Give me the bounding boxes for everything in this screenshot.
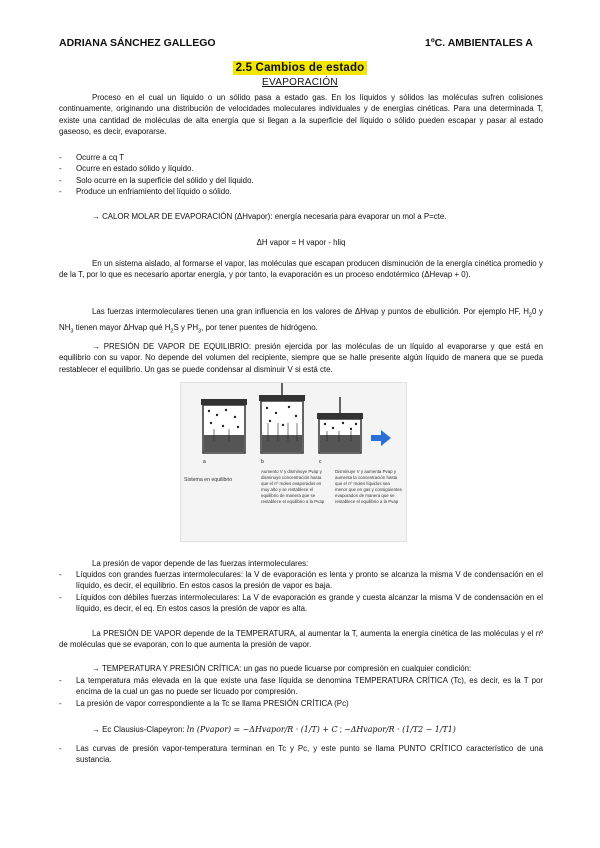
presion-equilibrio-paragraph: → PRESIÓN DE VAPOR DE EQUILIBRIO: presión ejercida por las moléculas de un líquido al evaporarse y que está en equilibrio con su vapor. No depende del volumen del recipiente, siempre que se halle presente algún líquido de manera que se pueda restablecer el equilibrio. Un gas se puede condensar al disminuir V si está cte. xyxy=(59,342,543,374)
aislado-paragraph: En un sistema aislado, al formarse el vapor, las moléculas que escapan producen disminución de la energía cinética promedio y de la T, por lo que es necesario aportar energía, y por tanto, la evaporación es un proceso endotérmico (ΔHevap + 0). xyxy=(59,259,543,280)
container-c xyxy=(317,397,363,453)
figure-caption-c: Disminuye V y aumenta Pvap y aumenta la concentración hasta que el nº moles líquidos sea menor que en gas y consiguientes evaporados de manera que se restablece el equilibrio a la Pvap xyxy=(335,469,402,504)
list-item: - Produce un enfriamiento del líquido o sólido. xyxy=(59,186,232,196)
list-item: - Ocurre en estado sólido y líquido. xyxy=(59,164,194,174)
fuerzas-bullets xyxy=(59,569,543,614)
list-item: - Ocurre a cq T xyxy=(59,153,125,162)
figure-caption-b: Aumento V y disminuye Pvap y disminuye concentración hasta que el nº moles evaporados es muy alto y se restablece el equilibrio de manera que se restablece el equilibrio a la Pvap xyxy=(261,469,325,504)
temperatura-paragraph: La PRESIÓN DE VAPOR depende de la TEMPERATURA, al aumentar la T, aumenta la energía cinética de las moléculas y el nº de moléculas que se evaporan, con lo que aumenta la presión de vapor. xyxy=(59,629,543,650)
list-item: - Las curvas de presión vapor-temperatura terminan en Tc y Pc, y este punto se llama PUNTO CRÍTICO característico de una sustancia. xyxy=(59,744,543,765)
fuerzas-paragraph: Las fuerzas intermoleculares tienen una gran influencia en los valores de ΔHvap y puntos de ebullición. Por ejemplo HF, $H_20$ y $NH_3$ tienen mayor ΔHvap qué $H_2S$ y $PH_3$, por tener puentes de hidrógeno. xyxy=(59,307,543,335)
list-item: - La temperatura más elevada en la que existe una fase líquida se denomina TEMPERATURA CRÍTICA (Tc), es decir, es la T por encima de la cual un gas no puede ser licuado por compresión. xyxy=(59,676,543,697)
figure-label-c: c xyxy=(319,459,322,465)
container-b xyxy=(259,383,305,453)
figure-label-b: b xyxy=(261,459,264,465)
section-subtitle: EVAPORACIÓN xyxy=(262,77,338,88)
intro-paragraph: Proceso en el cual un líquido o un sólido pasa a estado gas. En los líquidos y sólidos las moléculas sufren colisiones continuamente, originando una distribución de velocidades moleculares individuales y de energías cinéticas. Para una determinada T, existe una cantidad de moléculas de alta energía que si llegan a la superficie del líquido o sólido pueden escapar y pasar al estado gaseoso, es decir, evaporarse. xyxy=(59,93,543,136)
vapor-pressure-figure xyxy=(180,382,407,542)
evaporation-bullets xyxy=(59,152,543,197)
figure-drawing xyxy=(181,383,406,541)
calor-molar-paragraph: → CALOR MOLAR DE EVAPORACIÓN (ΔHvapor): energía necesaria para evaporar un mol a P=cte. xyxy=(92,212,447,221)
list-item: - Solo ocurre en la superficie del sólido y del líquido. xyxy=(59,175,254,185)
list-item: - Líquidos con débiles fuerzas intermoleculares: La V de evaporación es grande y cuesta alcanzar la misma V de condensación en el líquido, es decir, el eq. En estos casos la presión de vapor es alta. xyxy=(59,592,543,613)
section-title: 2.5 Cambios de estado xyxy=(233,61,368,75)
arrow-icon xyxy=(371,430,391,446)
critica-bullets xyxy=(59,675,543,709)
list-item: - La presión de vapor correspondiente a la Tc se llama PRESIÓN CRÍTICA (Pc) xyxy=(59,698,349,708)
header-course: 1ºC. AMBIENTALES A xyxy=(425,37,533,49)
clausius-clapeyron: → Ec Clausius-Clapeyron: ln (Pvapor) = −ΔHvapor/R · (1/T) + C ; −ΔHvapor/R · (1/T2 − 1/T1) xyxy=(92,725,456,734)
header-author: ADRIANA SÁNCHEZ GALLEGO xyxy=(59,37,216,49)
figure-caption-a: Sistema en equilibrio xyxy=(184,477,233,483)
punto-critico-bullets xyxy=(59,743,543,766)
critica-heading: → TEMPERATURA Y PRESIÓN CRÍTICA: un gas no puede licuarse por compresión en cualquier condición: xyxy=(92,664,472,673)
figure-label-a: a xyxy=(203,459,206,465)
presion-vapor-intro: La presión de vapor depende de las fuerzas intermoleculares: xyxy=(92,559,309,568)
equation: ΔH vapor = H vapor - hliq xyxy=(256,238,346,247)
container-a xyxy=(201,399,247,453)
list-item: - Líquidos con grandes fuerzas intermoleculares: la V de evaporación es lenta y pronto se alcanza la misma V de condensación en el líquido, es decir, el equilibrio. En estos casos la presión de vapor es baja. xyxy=(59,570,543,591)
